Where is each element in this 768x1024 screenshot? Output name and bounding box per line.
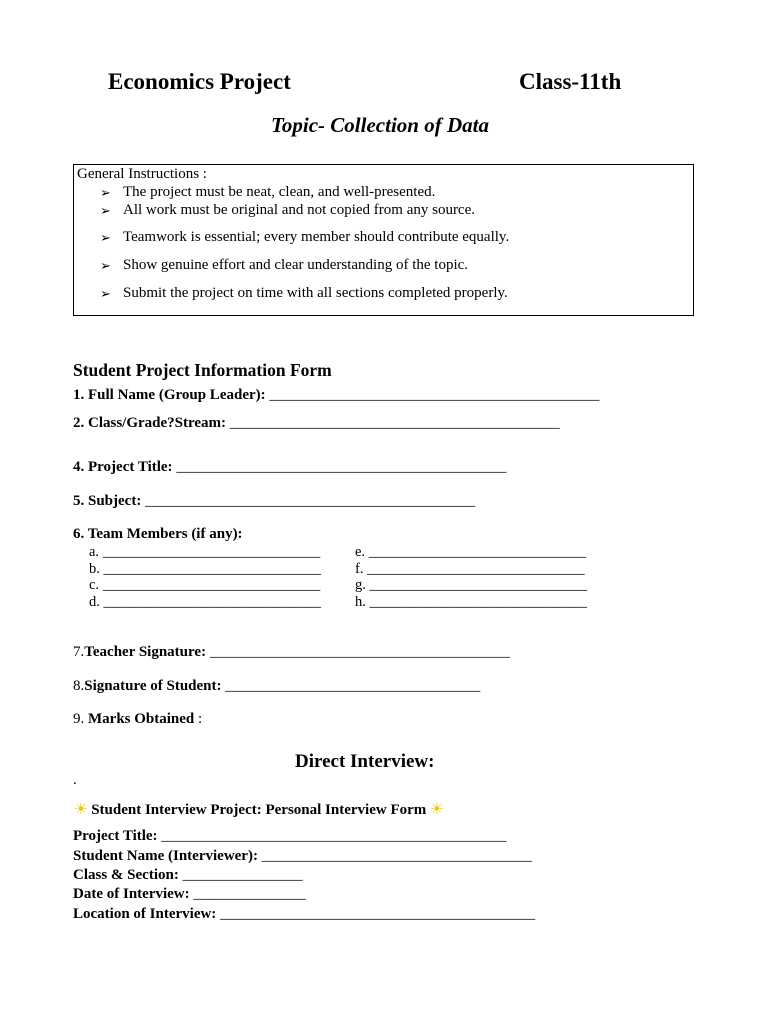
- field-label: Signature of Student:: [84, 678, 222, 694]
- team-member-b[interactable]: [89, 561, 321, 578]
- member-letter: f.: [355, 561, 364, 577]
- member-letter: a.: [89, 544, 100, 560]
- field-blank[interactable]: ____________________________________________: [145, 493, 476, 509]
- arrow-bullet-icon: ➢: [100, 258, 111, 273]
- field-blank[interactable]: ____________________________________________: [229, 415, 560, 431]
- member-blank[interactable]: ______________________________: [367, 561, 585, 577]
- team-member-a[interactable]: [89, 544, 320, 561]
- interview-subheading: Student Interview Project: Personal Interview Form: [91, 802, 427, 818]
- form-field-class[interactable]: [73, 415, 560, 432]
- member-letter: h.: [355, 594, 366, 610]
- member-blank[interactable]: ______________________________: [103, 594, 321, 610]
- form-field-full-name[interactable]: [73, 387, 599, 404]
- field-number: 9.: [73, 711, 85, 727]
- field-label: Full Name (Group Leader):: [88, 387, 266, 403]
- field-blank[interactable]: ____________________________________________: [176, 459, 507, 475]
- member-letter: g.: [355, 577, 366, 593]
- team-members-label: 6. Team Members (if any):: [73, 526, 243, 542]
- team-member-c[interactable]: [89, 577, 320, 594]
- stray-dot: .: [73, 772, 77, 788]
- field-label: Class/Grade?Stream:: [88, 415, 227, 431]
- arrow-bullet-icon: ➢: [100, 185, 111, 200]
- sun-icon: ☀: [74, 802, 88, 818]
- field-blank[interactable]: ________________: [182, 867, 303, 883]
- project-title: Economics Project: [108, 69, 291, 94]
- field-number: 5.: [73, 493, 85, 509]
- field-label: Class & Section:: [73, 867, 179, 883]
- member-blank[interactable]: ______________________________: [102, 577, 321, 593]
- field-number: 2.: [73, 415, 85, 431]
- sun-icon: ☀: [430, 802, 444, 818]
- member-blank[interactable]: ______________________________: [103, 561, 321, 577]
- member-letter: e.: [355, 544, 366, 560]
- member-blank[interactable]: ______________________________: [368, 544, 587, 560]
- field-blank[interactable]: ____________________________________: [261, 848, 532, 864]
- field-number: 7.: [73, 644, 85, 660]
- member-letter: c.: [89, 577, 100, 593]
- instruction-item: Teamwork is essential; every member should contribute equally.: [123, 229, 510, 245]
- instructions-heading: General Instructions :: [77, 166, 207, 182]
- field-label: Marks Obtained: [88, 711, 195, 727]
- form-field-project-title[interactable]: [73, 459, 506, 476]
- field-label: Project Title:: [73, 828, 158, 844]
- arrow-bullet-icon: ➢: [100, 286, 111, 301]
- member-letter: b.: [89, 561, 100, 577]
- interview-heading: Direct Interview:: [295, 751, 435, 772]
- team-member-e[interactable]: [355, 544, 586, 561]
- team-member-h[interactable]: [355, 594, 587, 611]
- marks-obtained-field[interactable]: [73, 711, 202, 728]
- form-heading: Student Project Information Form: [73, 360, 332, 380]
- field-blank[interactable]: _______________: [193, 886, 306, 902]
- field-label: Subject:: [88, 493, 142, 509]
- topic-title: Topic- Collection of Data: [271, 113, 489, 137]
- team-member-f[interactable]: [355, 561, 585, 578]
- interview-field-class-section[interactable]: [73, 867, 303, 884]
- member-blank[interactable]: ______________________________: [369, 594, 587, 610]
- form-field-subject[interactable]: [73, 493, 475, 510]
- field-label: Teacher Signature:: [84, 644, 207, 660]
- field-label: Project Title:: [88, 459, 173, 475]
- field-colon: :: [198, 711, 203, 727]
- instruction-item: Show genuine effort and clear understanding of the topic.: [123, 257, 469, 273]
- member-letter: d.: [89, 594, 100, 610]
- member-blank[interactable]: ______________________________: [369, 577, 587, 593]
- teacher-signature-field[interactable]: [73, 644, 510, 661]
- interview-subheading-row: [74, 800, 443, 819]
- member-blank[interactable]: ______________________________: [102, 544, 321, 560]
- field-label: Student Name (Interviewer):: [73, 848, 258, 864]
- field-blank[interactable]: ________________________________________: [209, 644, 510, 660]
- field-blank[interactable]: ____________________________________________: [269, 387, 600, 403]
- instruction-item: The project must be neat, clean, and well-presented.: [123, 184, 436, 200]
- team-member-g[interactable]: [355, 577, 587, 594]
- team-member-d[interactable]: [89, 594, 321, 611]
- interview-field-location[interactable]: [73, 906, 535, 923]
- arrow-bullet-icon: ➢: [100, 203, 111, 218]
- field-blank[interactable]: __________________________________: [225, 678, 481, 694]
- interview-field-student-name[interactable]: [73, 848, 532, 865]
- interview-field-project-title[interactable]: [73, 828, 506, 845]
- interview-field-date[interactable]: [73, 886, 306, 903]
- class-label: Class-11th: [519, 69, 622, 94]
- field-blank[interactable]: ______________________________________________: [161, 828, 507, 844]
- instruction-item: Submit the project on time with all sections completed properly.: [123, 285, 508, 301]
- instruction-item: All work must be original and not copied from any source.: [123, 202, 476, 218]
- field-number: 8.: [73, 678, 85, 694]
- field-blank[interactable]: __________________________________________: [220, 906, 536, 922]
- field-number: 4.: [73, 459, 85, 475]
- field-label: Location of Interview:: [73, 906, 217, 922]
- arrow-bullet-icon: ➢: [100, 230, 111, 245]
- field-number: 1.: [73, 387, 85, 403]
- field-label: Date of Interview:: [73, 886, 190, 902]
- student-signature-field[interactable]: [73, 678, 480, 695]
